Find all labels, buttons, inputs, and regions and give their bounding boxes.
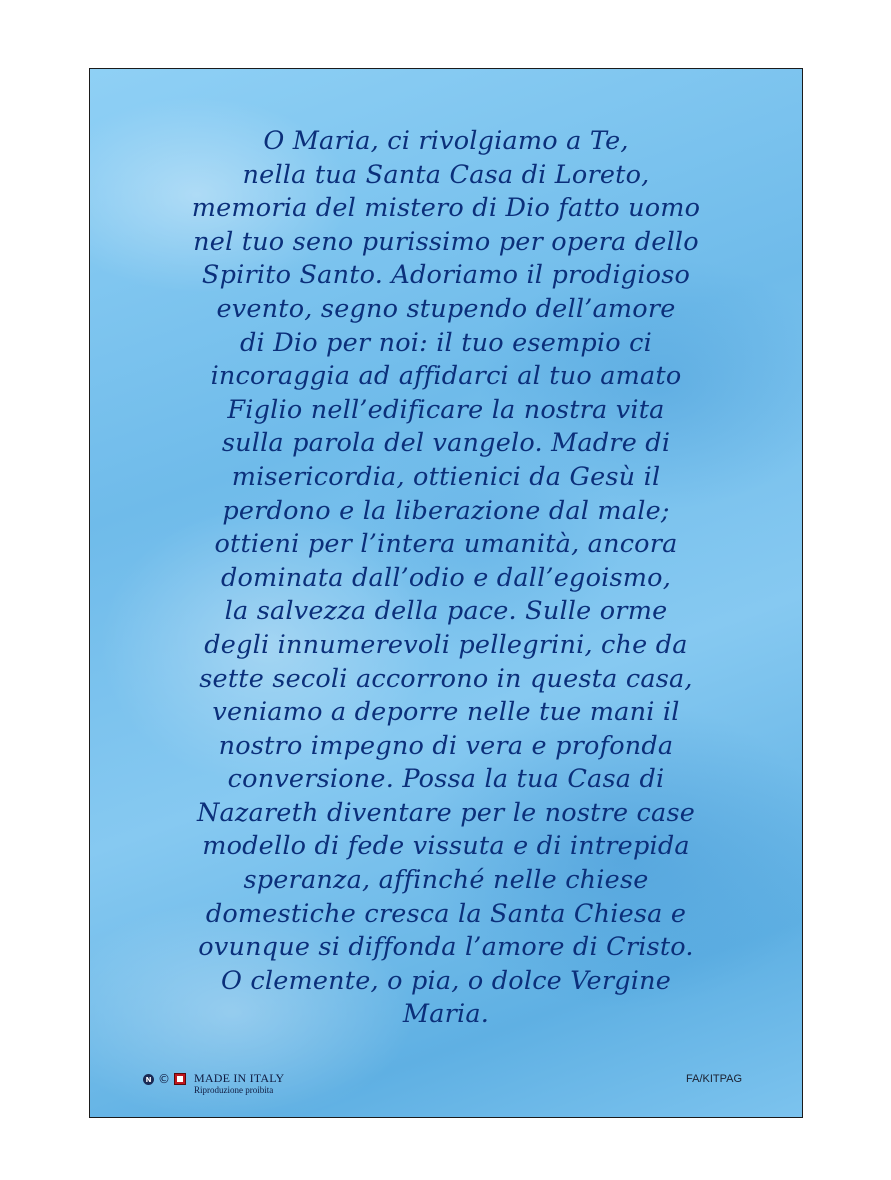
prayer-line: dominata dall’odio e dall’egoismo, — [220, 562, 671, 593]
prayer-line: incoraggia ad affidarci al tuo amato — [210, 361, 682, 392]
made-in-label: MADE IN ITALY — [194, 1071, 285, 1085]
prayer-line: sulla parola del vangelo. Madre di — [221, 428, 671, 459]
prayer-line: la salvezza della pace. Sulle orme — [224, 596, 668, 627]
prayer-text — [120, 125, 772, 1032]
prayer-line: Spirito Santo. Adoriamo il prodigioso — [201, 260, 691, 291]
product-code: FA/KITPAG — [686, 1073, 743, 1085]
prayer-line: nostro impegno di vera e profonda — [218, 730, 674, 761]
prayer-line: sette secoli accorrono in questa casa, — [199, 663, 693, 694]
prayer-line: memoria del mistero di Dio fatto uomo — [191, 193, 701, 224]
prayer-line: conversione. Possa la tua Casa di — [227, 764, 665, 795]
prayer-line: ottieni per l’intera umanità, ancora — [214, 529, 678, 560]
footer-imprint — [143, 1072, 284, 1096]
prayer-line: speranza, affinché nelle chiese — [243, 865, 649, 896]
prayer-line: veniamo a deporre nelle tue mani il — [212, 697, 680, 728]
prayer-line: domestiche cresca la Santa Chiesa e — [205, 898, 687, 929]
prayer-line: Figlio nell’edificare la nostra vita — [227, 394, 665, 425]
reproduction-notice: Riproduzione proibita — [194, 1085, 274, 1095]
prayer-line: O Maria, ci rivolgiamo a Te, — [263, 126, 629, 156]
prayer-line: misericordia, ottienici da Gesù il — [231, 461, 661, 492]
prayer-line: Maria. — [402, 999, 490, 1030]
prayer-card — [89, 68, 803, 1118]
prayer-line: Nazareth diventare per le nostre case — [196, 797, 696, 828]
prayer-line: perdono e la liberazione dal male; — [222, 495, 670, 526]
prayer-line: di Dio per noi: il tuo esempio ci — [240, 327, 652, 358]
brand-logo-icon — [174, 1073, 186, 1085]
publisher-mark-icon: N — [143, 1074, 154, 1085]
origin-block — [194, 1072, 284, 1096]
prayer-line: degli innumerevoli pellegrini, che da — [204, 629, 688, 660]
prayer-line: O clemente, o pia, o dolce Vergine — [220, 965, 672, 996]
copyright-icon: © — [158, 1072, 170, 1086]
prayer-line: evento, segno stupendo dell’amore — [216, 293, 676, 324]
prayer-line: modello di fede vissuta e di intrepida — [202, 831, 690, 862]
prayer-line: nel tuo seno purissimo per opera dello — [193, 226, 699, 257]
prayer-line: ovunque si diffonda l’amore di Cristo. — [198, 932, 694, 963]
prayer-line: nella tua Santa Casa di Loreto, — [242, 159, 650, 190]
